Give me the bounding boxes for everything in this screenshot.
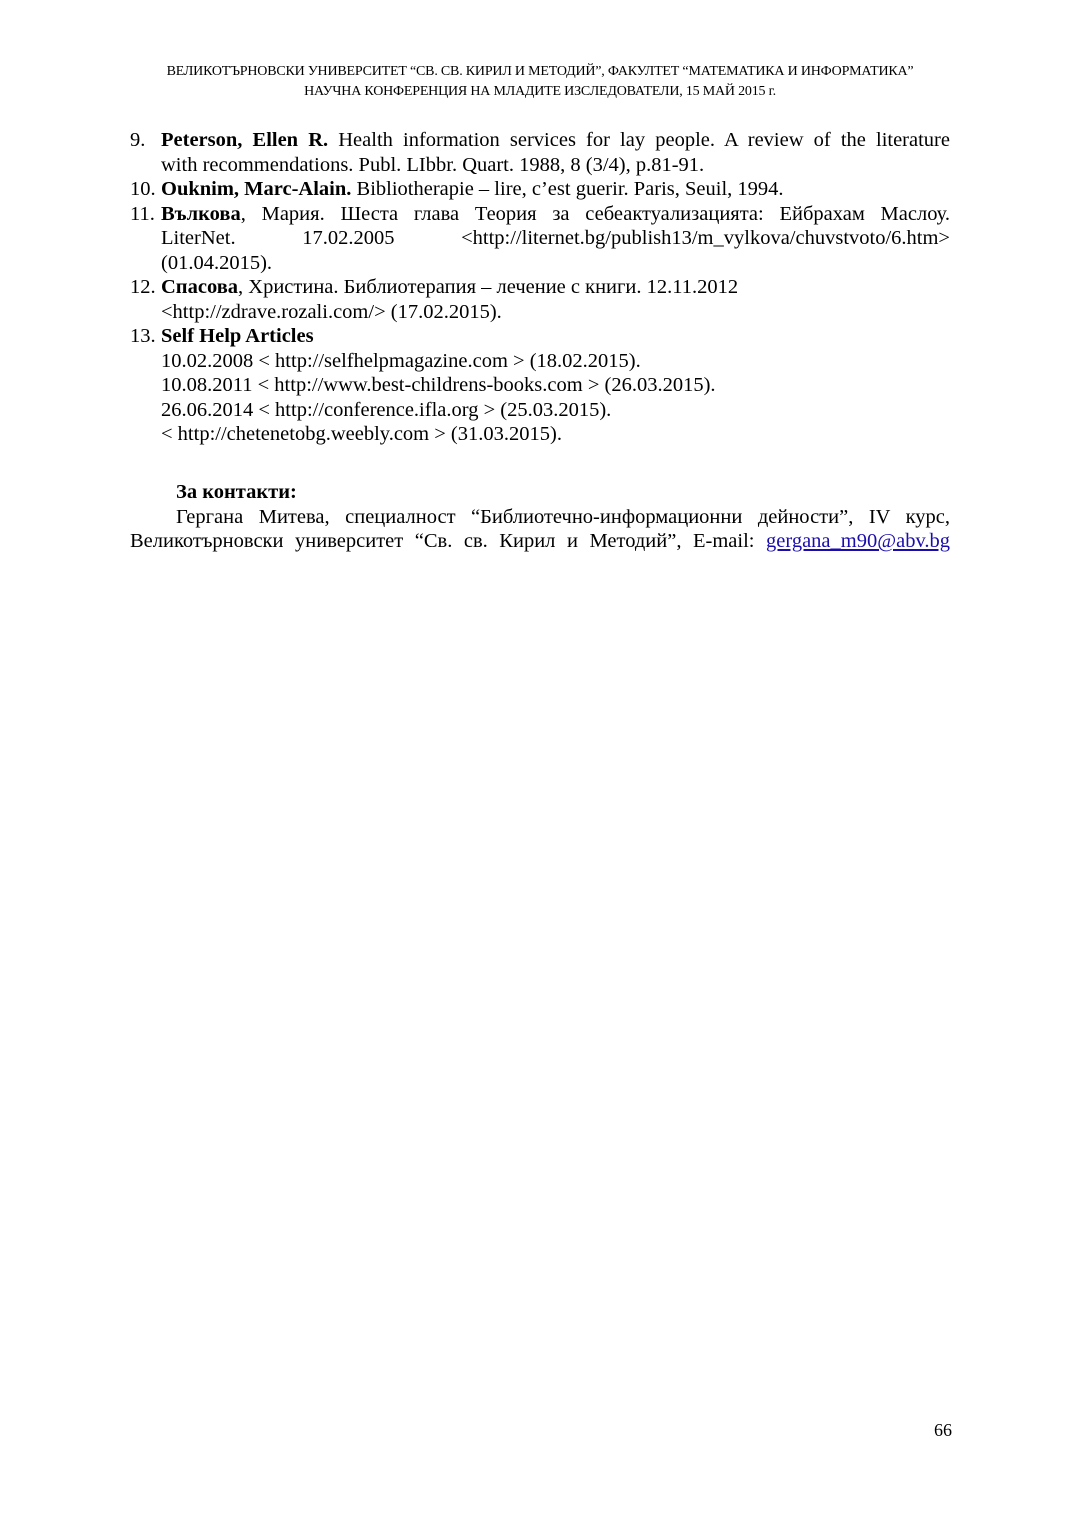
reference-access-date: (01.04.2015). — [161, 251, 273, 274]
contacts-line — [130, 529, 950, 554]
contacts-heading: За контакти: — [176, 481, 297, 503]
reference-line — [161, 202, 950, 227]
reference-line — [161, 177, 950, 202]
reference-author: Спасова — [161, 276, 239, 298]
reference-title: Bibliotherapie – lire, c’est guerir. Paris, Seuil, 1994. — [351, 178, 784, 200]
reference-subitem: 10.08.2011 < http://www.best-childrens-books.com > (26.03.2015). — [161, 374, 716, 396]
reference-line — [161, 128, 950, 153]
reference-title: Health information services for lay people. A review of the literature — [328, 129, 950, 151]
header-university-line: ВЕЛИКОТЪРНОВСКИ УНИВЕРСИТЕТ “СВ. СВ. КИРИЛ И МЕТОДИЙ”, ФАКУЛТЕТ “МАТЕМАТИКА И ИНФОРМАТИКА” — [166, 64, 914, 79]
reference-line — [161, 324, 950, 349]
reference-item-12 — [130, 275, 950, 324]
reference-title: , Христина. Библиотерапия – лечение с книги. 12.11.2012 — [238, 276, 739, 298]
reference-date: 17.02.2005 — [302, 227, 395, 249]
reference-item-11 — [130, 202, 950, 276]
reference-item-9 — [130, 128, 950, 177]
reference-subitem: < http://chetenetobg.weebly.com > (31.03.2015). — [161, 423, 562, 445]
reference-author: Ouknim, Marc-Alain. — [161, 178, 352, 200]
reference-item-13 — [130, 324, 950, 447]
reference-list — [130, 128, 950, 447]
reference-item-10 — [130, 177, 950, 202]
reference-author: Self Help Articles — [161, 325, 314, 347]
email-link[interactable]: gergana_m90@abv.bg — [766, 530, 950, 552]
reference-number: 11. — [130, 202, 155, 225]
contacts-section — [130, 480, 950, 554]
page-number: 66 — [934, 1420, 952, 1440]
header-conference-line: НАУЧНА КОНФЕРЕНЦИЯ НА МЛАДИТЕ ИЗСЛЕДОВАТЕЛИ, 15 МАЙ 2015 г. — [304, 84, 776, 99]
reference-author: Вълкова — [161, 202, 241, 225]
contacts-affiliation: Великотърновски университет “Св. св. Кирил и Методий”, E-mail: — [130, 530, 767, 552]
reference-line — [161, 226, 950, 251]
reference-subitem: 26.06.2014 < http://conference.ifla.org > (25.03.2015). — [161, 398, 612, 421]
running-header — [0, 62, 1080, 102]
reference-url: <http://liternet.bg/publish13/m_vylkova/chuvstvoto/6.htm> — [461, 227, 950, 249]
contacts-line: Гергана Митева, специалност “Библиотечно-информационни дейности”, IV курс, — [176, 505, 950, 528]
reference-number: 13. — [130, 325, 156, 347]
reference-author: Peterson, Ellen R. — [161, 129, 329, 151]
reference-line: <http://zdrave.rozali.com/> (17.02.2015). — [161, 300, 502, 323]
reference-title: , Мария. Шеста глава Теория за себеактуализацията: Ейбрахам Маслоу. — [240, 202, 950, 225]
reference-subitem: 10.02.2008 < http://selfhelpmagazine.com > (18.02.2015). — [161, 349, 641, 372]
reference-number: 9. — [130, 129, 146, 151]
reference-line — [161, 275, 950, 300]
reference-number: 10. — [130, 178, 156, 200]
reference-site: LiterNet. — [161, 227, 236, 249]
reference-number: 12. — [130, 276, 156, 298]
reference-line: with recommendations. Publ. LIbbr. Quart. 1988, 8 (3/4), p.81-91. — [161, 153, 705, 176]
